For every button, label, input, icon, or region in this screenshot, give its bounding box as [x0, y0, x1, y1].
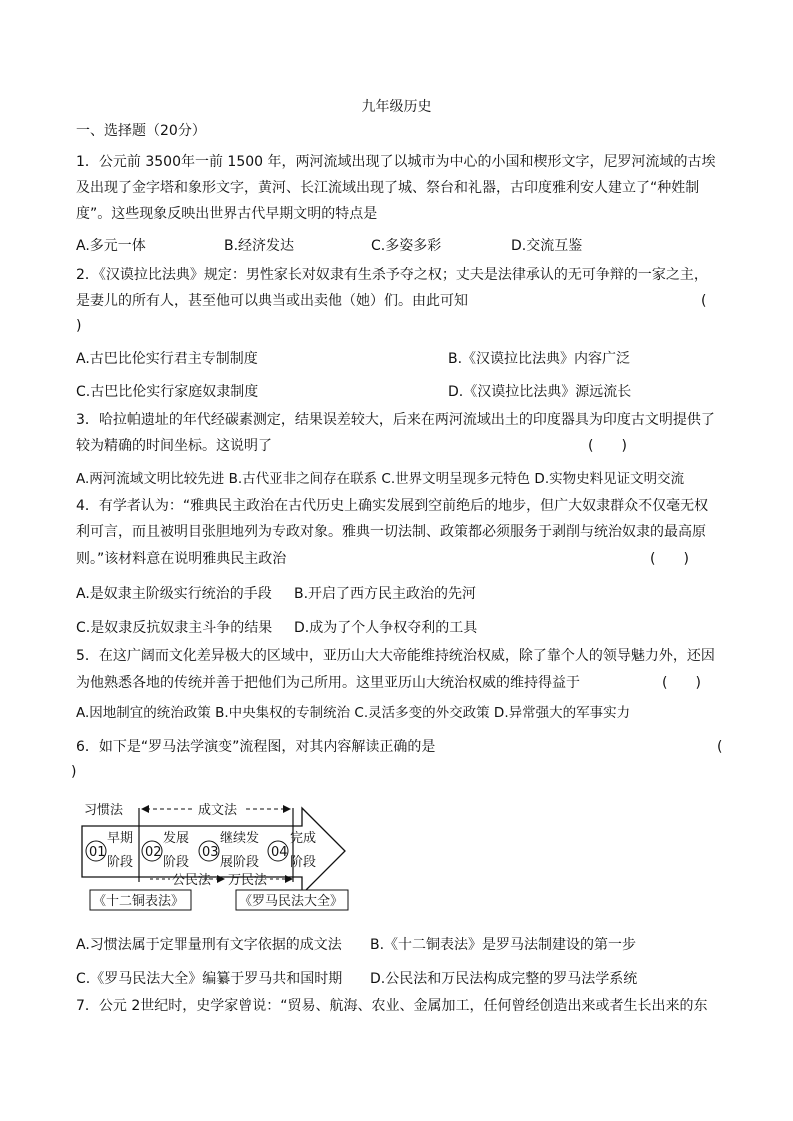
- q4-line-2: 利可言，而且被明目张胆地列为专政对象。雅典一切法制、政策都必须服务于剥削与统治奴隶的最高原: [76, 524, 706, 540]
- stage-2-label-1: 发展: [163, 831, 190, 846]
- q4-line-1: 4．有学者认为：“雅典民主政治在古代历史上确实发展到空前绝后的地步，但广大奴隶群众不仅毫无权: [76, 498, 709, 514]
- q1-option-a: A.多元一体: [76, 238, 146, 254]
- stage-4-number: 04: [271, 845, 288, 860]
- q6-answer-paren-close: ): [71, 764, 77, 780]
- q6-option-b: B.《十二铜表法》是罗马法制建设的第一步: [370, 937, 637, 953]
- q6-answer-paren-open: (: [717, 739, 723, 755]
- written-law-label: 成文法: [198, 803, 238, 818]
- stage-4-label-1: 完成: [290, 831, 317, 846]
- stage-1-label-1: 早期: [107, 831, 134, 846]
- q6-line-1: 6．如下是“罗马法学演变”流程图，对其内容解读正确的是: [76, 739, 436, 755]
- customary-law-label: 习惯法: [84, 803, 124, 818]
- stage-3-label-1: 继续发: [220, 831, 260, 846]
- q6-option-d: D.公民法和万民法构成完整的罗马法学系统: [370, 971, 638, 987]
- q3-answer-paren: ( ): [588, 438, 627, 454]
- q2-answer-paren-open: (: [701, 293, 707, 309]
- q2-option-c: C.古巴比伦实行家庭奴隶制度: [76, 384, 259, 400]
- q1-option-c: C.多姿多彩: [371, 238, 442, 254]
- q3-options: A.两河流域文明比较先进 B.古代亚非之间存在联系 C.世界文明呈现多元特色 D.实物史料见证文明交流: [76, 471, 685, 487]
- q5-options: A.因地制宜的统治政策 B.中央集权的专制统治 C.灵活多变的外交政策 D.异常强大的军事实力: [76, 705, 631, 721]
- q2-line-2: 是妻儿的所有人，甚至他可以典当或出卖他（她）们。由此可知: [76, 293, 468, 309]
- q1-line-3: 度”。这些现象反映出世界古代早期文明的特点是: [76, 206, 378, 222]
- stage-1-label-2: 阶段: [107, 855, 134, 870]
- q5-line-1: 5．在这广阔而文化差异极大的区域中，亚历山大大帝能维持统治权威，除了靠个人的领导魅力外，还因: [76, 648, 715, 664]
- q3-line-2: 较为精确的时间坐标。这说明了: [76, 438, 272, 454]
- civil-law-label: 公民法: [172, 873, 212, 888]
- stage-4-label-2: 阶段: [290, 855, 317, 870]
- q4-option-b: B.开启了西方民主政治的先河: [294, 586, 477, 602]
- q4-option-d: D.成为了个人争权夺利的工具: [294, 620, 478, 636]
- q1-option-d: D.交流互鉴: [511, 238, 583, 254]
- corpus-label: 《罗马民法大全》: [239, 894, 344, 909]
- q1-option-b: B.经济发达: [224, 238, 295, 254]
- stage-3-label-2: 展阶段: [220, 855, 260, 870]
- q2-option-b: B.《汉谟拉比法典》内容广泛: [448, 351, 631, 367]
- twelve-tables-label: 《十二铜表法》: [93, 894, 185, 909]
- q5-line-2: 为他熟悉各地的传统并善于把他们为己所用。这里亚历山大统治权威的维持得益于: [76, 675, 580, 691]
- q4-option-a: A.是奴隶主阶级实行统治的手段: [76, 586, 272, 602]
- q7-line-1: 7．公元 2世纪时，史学家曾说：“贸易、航海、农业、金属加工，任何曾经创造出来或者生长出来的东: [76, 998, 708, 1014]
- q4-answer-paren: ( ): [650, 551, 689, 567]
- law-of-nations-label: 万民法: [228, 873, 268, 888]
- q2-option-d: D.《汉谟拉比法典》源远流长: [448, 384, 632, 400]
- stage-3-number: 03: [202, 845, 219, 860]
- stage-2-number: 02: [145, 845, 162, 860]
- q1-line-1: 1．公元前 3500年一前 1500 年，两河流域出现了以城市为中心的小国和楔形文字，尼罗河流域的古埃: [76, 154, 716, 170]
- q3-line-1: 3．哈拉帕遗址的年代经碳素测定，结果误差较大，后来在两河流域出土的印度器具为印度古文明提供了: [76, 412, 715, 428]
- q2-answer-paren-close: ): [76, 318, 82, 334]
- q4-option-c: C.是奴隶反抗奴隶主斗争的结果: [76, 620, 273, 636]
- q2-line-1: 2．《汉谟拉比法典》规定：男性家长对奴隶有生杀予夺之权；丈夫是法律承认的无可争辩的一家之主，: [76, 267, 708, 283]
- q1-line-2: 及出现了金字塔和象形文字，黄河、长江流域出现了城、祭台和礼器，古印度雅利安人建立了“种姓制: [76, 180, 700, 196]
- q4-line-3: 则。”该材料意在说明雅典民主政治: [76, 551, 287, 567]
- q6-option-c: C.《罗马民法大全》编纂于罗马共和国时期: [76, 971, 343, 987]
- q5-answer-paren: ( ): [662, 675, 701, 691]
- q6-option-a: A.习惯法属于定罪量刑有文字依据的成文法: [76, 937, 342, 953]
- section-heading: 一、选择题（20分）: [76, 123, 206, 139]
- q2-option-a: A.古巴比伦实行君主专制制度: [76, 351, 258, 367]
- stage-2-label-2: 阶段: [163, 855, 190, 870]
- page-title: 九年级历史: [361, 99, 432, 115]
- stage-1-number: 01: [89, 845, 106, 860]
